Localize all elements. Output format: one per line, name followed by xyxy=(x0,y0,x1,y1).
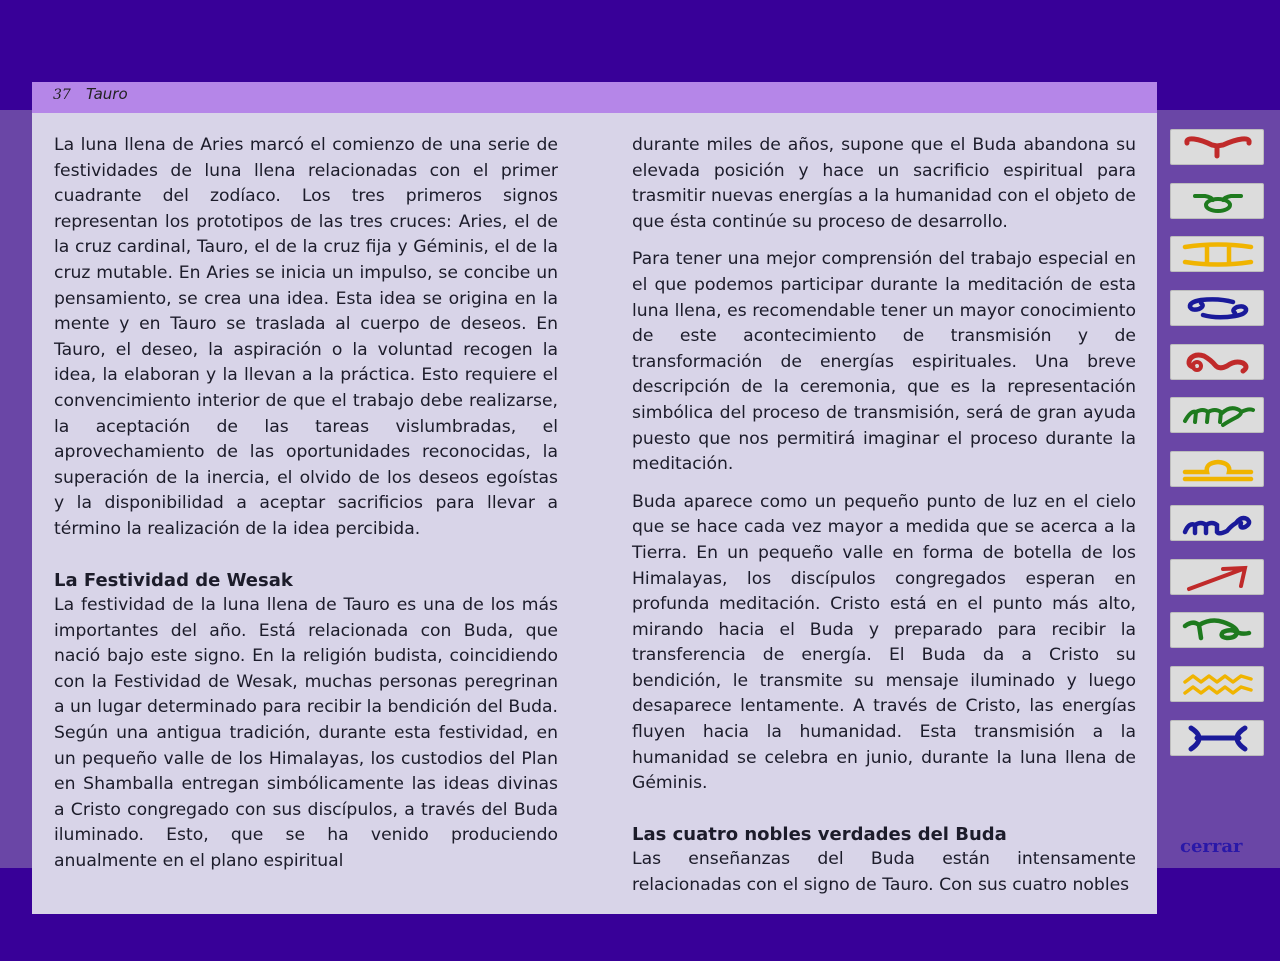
sign-button-sagittarius[interactable] xyxy=(1170,559,1264,595)
sign-button-pisces[interactable] xyxy=(1170,720,1264,756)
capricorn-icon xyxy=(1171,613,1265,647)
section-heading: La Festividad de Wesak xyxy=(54,569,293,591)
aries-icon xyxy=(1171,130,1265,164)
sign-button-virgo[interactable] xyxy=(1170,397,1264,433)
libra-icon xyxy=(1171,452,1265,486)
taurus-icon xyxy=(1171,184,1265,218)
sign-button-aquarius[interactable] xyxy=(1170,666,1264,702)
gemini-icon xyxy=(1171,237,1265,271)
paragraph: Para tener una mejor comprensión del trabajo especial en el que podemos participar durante la meditación de esta luna llena, es recomendable tener un mayor conocimiento de este acontecimiento de transmisión y de transformación de energías espirituales. Una breve descripción de la ceremonia, que es la representación simbólica del proceso de transmisión, será de gran ayuda puesto que nos permitirá imaginar el proceso durante la meditación. xyxy=(632,249,1136,475)
paragraph: Buda aparece como un pequeño punto de luz en el cielo que se hace cada vez mayor a medida que se acerca a la Tierra. En un pequeño valle en forma de botella de los Himalayas, los discípulos congregados esperan en profunda meditación. Cristo está en el punto más alto, mirando hacia el Buda y preparado para recibir la transferencia de energía. El Buda da a Cristo su bendición, le transmite su mensaje iluminado y luego desaparece lentamente. A través de Cristo, las energías fluyen hacia la humanidad. Esta transmisión a la humanidad se celebra en junio, durante la luna llena de Géminis. xyxy=(632,491,1136,794)
left-column xyxy=(54,133,558,875)
zodiac-sidebar xyxy=(1170,129,1266,773)
paragraph: La festividad de la luna llena de Tauro es una de los más importantes del año. Está relacionada con Buda, que nació bajo este signo. En la religión budista, coincidiendo con la Festividad de Wesak, muchas personas peregrinan a un lugar determinado para recibir la bendición del Buda. Según una antigua tradición, durante esta festividad, en un pequeño valle de los Himalayas, los custodios del Plan en Shamballa entregan simbólicamente las ideas divinas a Cristo congregado con sus discípulos, a través del Buda iluminado. Esto, que se ha venido produciendo anualmente en el plano espiritual xyxy=(54,595,558,872)
sign-button-leo[interactable] xyxy=(1170,344,1264,380)
page-number: 37 xyxy=(53,87,71,103)
scorpio-icon xyxy=(1171,506,1265,540)
leo-icon xyxy=(1171,345,1265,379)
right-column xyxy=(632,133,1136,899)
page-header xyxy=(32,82,1157,113)
sign-button-libra[interactable] xyxy=(1170,451,1264,487)
sign-button-aries[interactable] xyxy=(1170,129,1264,165)
cancer-icon xyxy=(1171,291,1265,325)
sign-button-cancer[interactable] xyxy=(1170,290,1264,326)
sign-button-gemini[interactable] xyxy=(1170,236,1264,272)
paragraph: durante miles de años, supone que el Buda abandona su elevada posición y hace un sacrificio espiritual para trasmitir nuevas energías a la humanidad con el objeto de que ésta continúe su proceso de desarrollo. xyxy=(632,135,1136,232)
paragraph: Las enseñanzas del Buda están intensamente relacionadas con el signo de Tauro. Con sus cuatro nobles xyxy=(632,849,1136,896)
section-heading: Las cuatro nobles verdades del Buda xyxy=(632,823,1007,845)
paragraph: La luna llena de Aries marcó el comienzo de una serie de festividades de luna llena relacionadas con el primer cuadrante del zodíaco. Los tres primeros signos representan los prototipos de las tres cruces: Aries, el de la cruz cardinal, Tauro, el de la cruz fija y Géminis, el de la cruz mutable. En Aries se inicia un impulso, se concibe un pensamiento, se crea una idea. Esta idea se origina en la mente y en Tauro se traslada al cuerpo de deseos. En Tauro, el deseo, la aspiración o la voluntad recogen la idea, la elaboran y la llevan a la práctica. Esto requiere el convencimiento interior de que el trabajo debe realizarse, la aceptación de las tareas vislumbradas, el aprovechamiento de las oportunidades reconocidas, la superación de la inercia, el olvido de los deseos egoístas y la disponibilidad a aceptar sacrificios para llevar a término la realización de la idea percibida. xyxy=(54,135,558,539)
sagittarius-icon xyxy=(1171,560,1265,594)
book-page xyxy=(32,82,1157,914)
sign-button-capricorn[interactable] xyxy=(1170,612,1264,648)
sign-button-taurus[interactable] xyxy=(1170,183,1264,219)
pisces-icon xyxy=(1171,721,1265,755)
aquarius-icon xyxy=(1171,667,1265,701)
close-button[interactable]: cerrar xyxy=(1180,836,1243,857)
sign-button-scorpio[interactable] xyxy=(1170,505,1264,541)
section-title: Tauro xyxy=(86,85,128,103)
virgo-icon xyxy=(1171,398,1265,432)
